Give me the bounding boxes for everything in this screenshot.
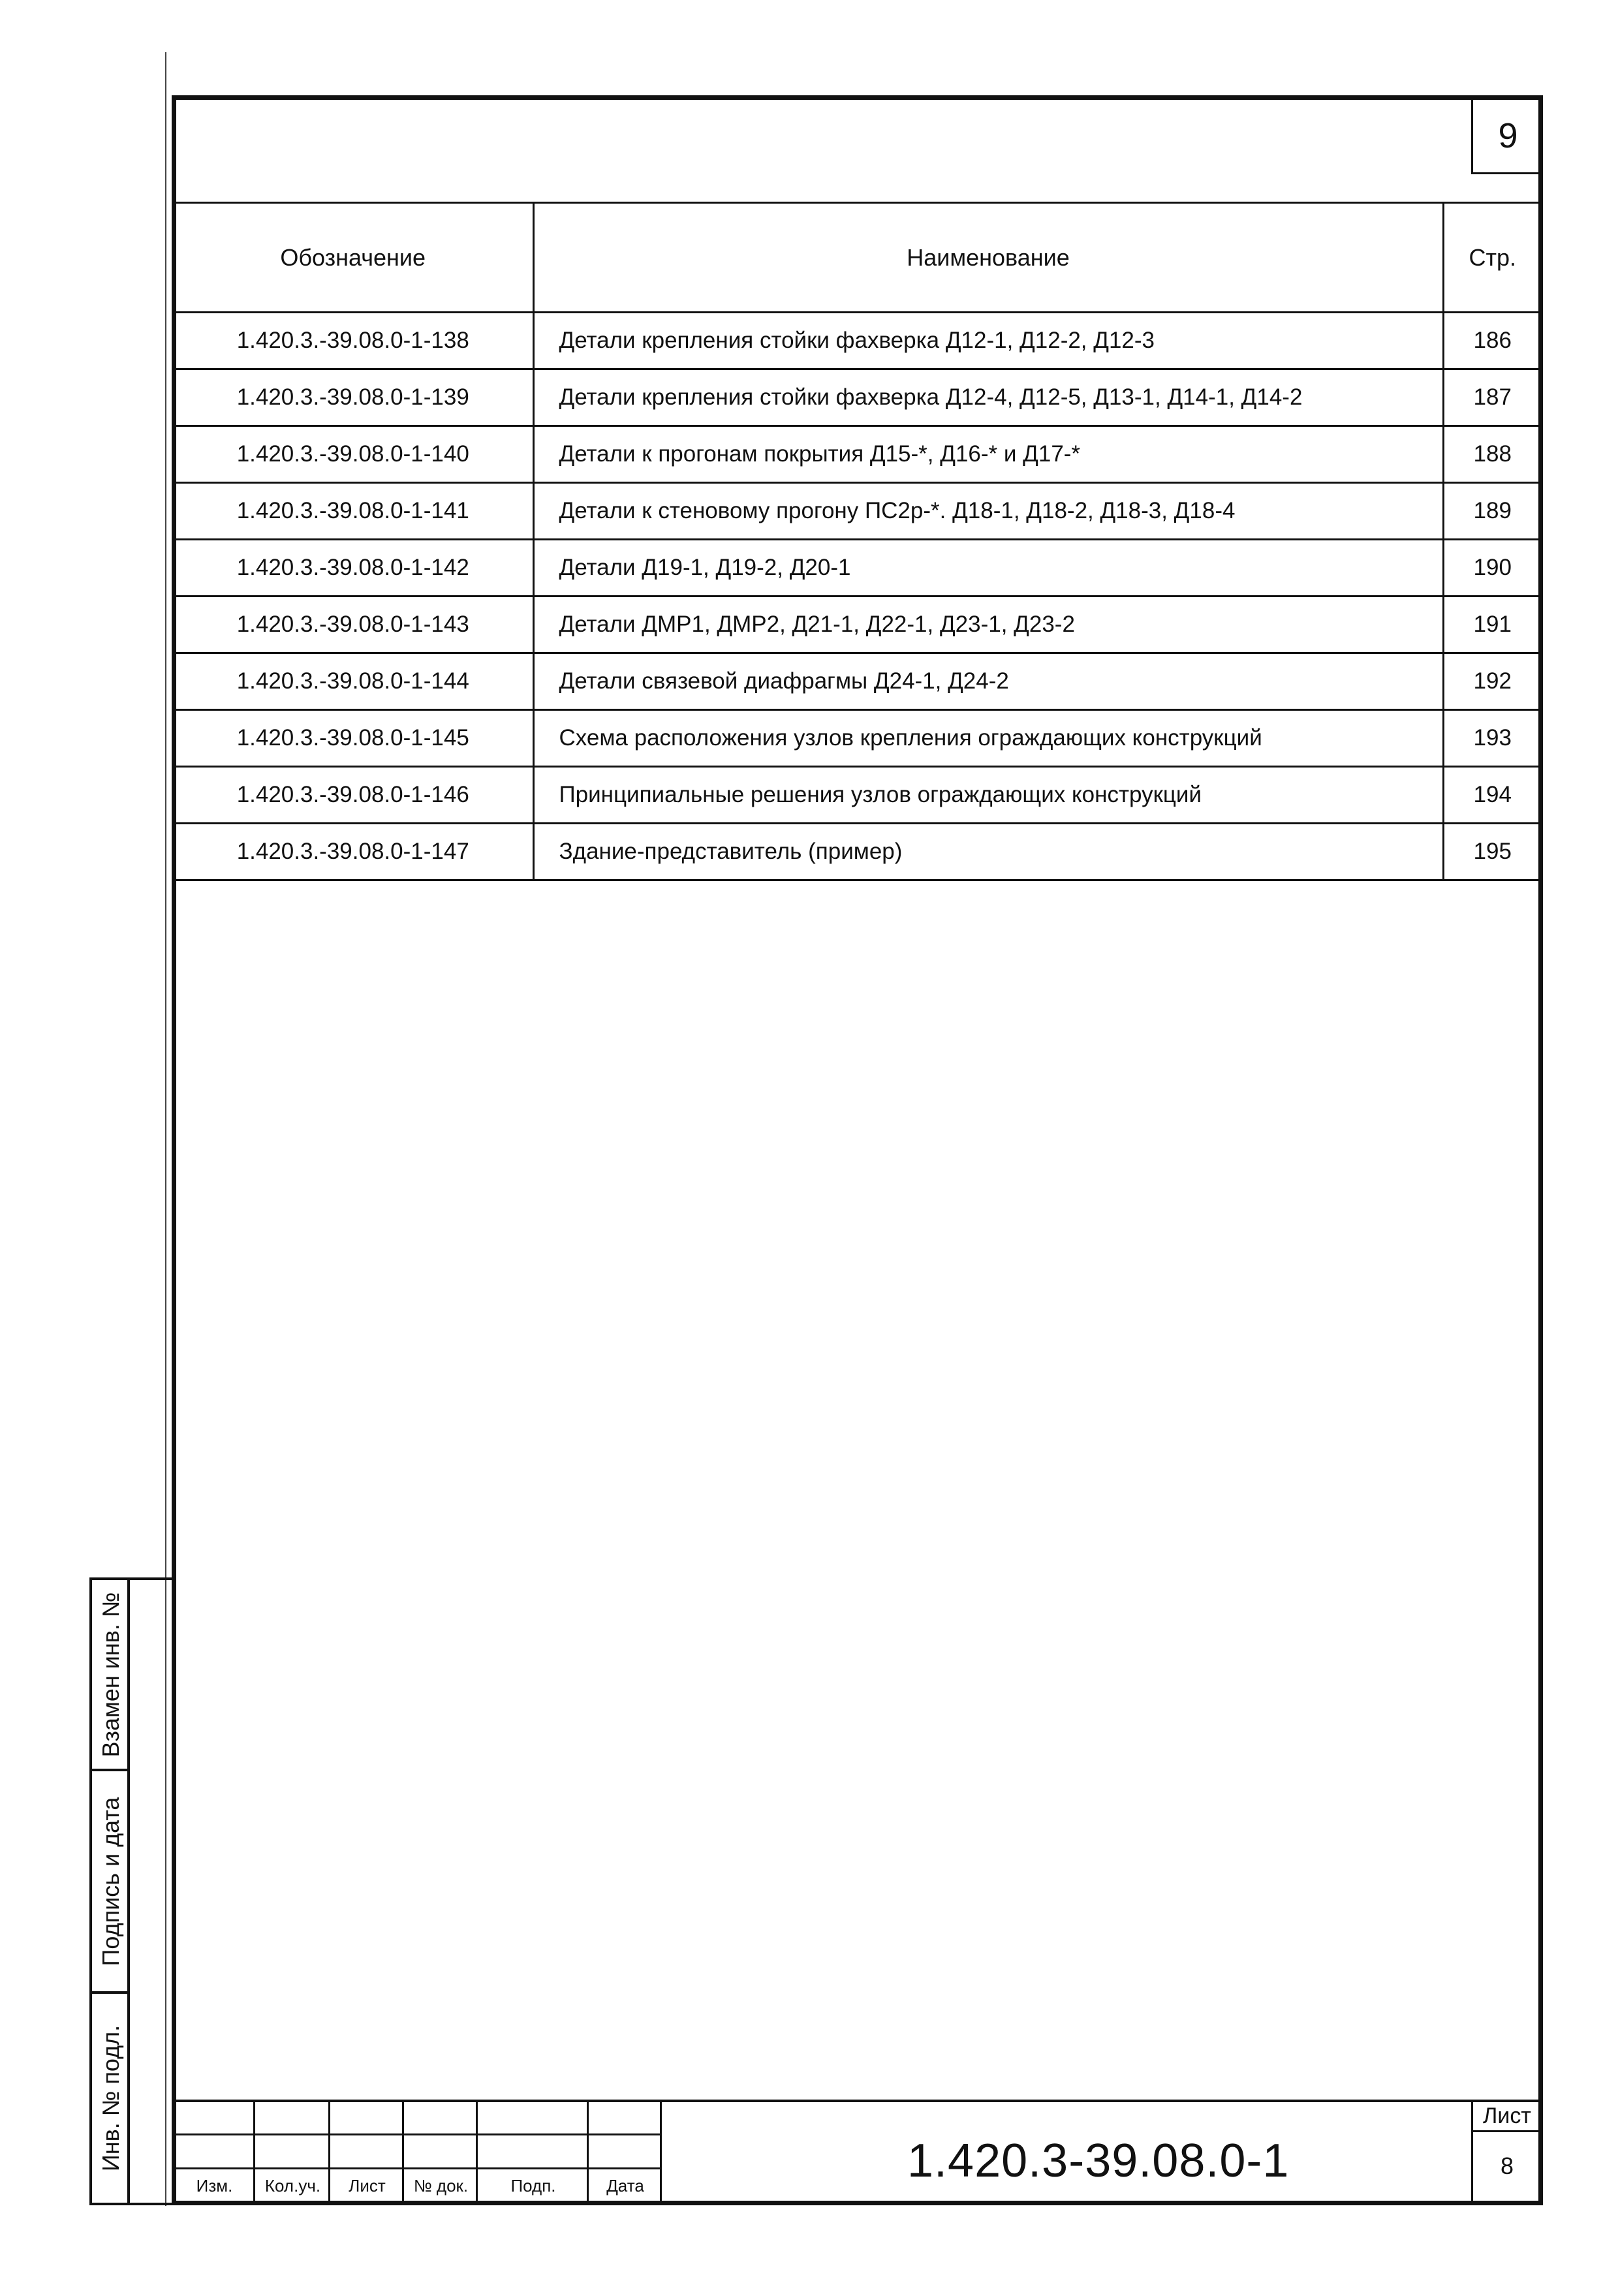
tb-label-izm: Изм.: [196, 2176, 233, 2195]
side-stamp-column: [92, 1580, 130, 2203]
side-cell-signature-date: [92, 1771, 130, 1994]
table-row: [174, 653, 1541, 710]
table-row: [174, 767, 1541, 824]
cell-designation: 1.420.3.-39.08.0-1-138: [174, 313, 533, 369]
tb-label-doc: № док.: [413, 2176, 469, 2195]
cell-page: 191: [1443, 597, 1541, 653]
tb-label-kol: Кол.уч.: [264, 2176, 321, 2195]
tb-row-line-1: [174, 2133, 662, 2135]
inv-original-label: Инв. № подл.: [97, 2025, 124, 2172]
replaced-inv-label: Взамен инв. №: [97, 1592, 124, 1757]
cell-name: Принципиальные решения узлов ограждающих конструкций: [533, 767, 1443, 824]
document-code: 1.420.3-39.08.0-1: [907, 2135, 1290, 2187]
sheet-label: Лист: [1473, 2100, 1541, 2132]
table-row: [174, 313, 1541, 369]
side-stamp-block: [89, 1577, 172, 2205]
table-row: [174, 824, 1541, 880]
cell-page: 195: [1443, 824, 1541, 880]
cell-name: Детали крепления стойки фахверка Д12-4, Д12-5, Д13-1, Д14-1, Д14-2: [533, 369, 1443, 426]
cell-page: 188: [1443, 426, 1541, 483]
page-number: 9: [1471, 99, 1543, 174]
table-row: [174, 426, 1541, 483]
cell-designation: 1.420.3.-39.08.0-1-142: [174, 540, 533, 597]
signature-date-label: Подпись и дата: [97, 1797, 124, 1966]
cell-designation: 1.420.3.-39.08.0-1-144: [174, 653, 533, 710]
tb-label-date: Дата: [606, 2176, 644, 2195]
sheet-number: 8: [1500, 2152, 1514, 2179]
cell-designation: 1.420.3.-39.08.0-1-145: [174, 710, 533, 767]
cell-name: Детали Д19-1, Д19-2, Д20-1: [533, 540, 1443, 597]
cell-designation: 1.420.3.-39.08.0-1-143: [174, 597, 533, 653]
tb-label-sign: Подп.: [510, 2176, 556, 2195]
cell-designation: 1.420.3.-39.08.0-1-147: [174, 824, 533, 880]
cell-page: 187: [1443, 369, 1541, 426]
header-designation: Обозначение: [174, 203, 533, 313]
contents-table: [174, 202, 1541, 881]
cell-designation: 1.420.3.-39.08.0-1-146: [174, 767, 533, 824]
side-cell-replaced-inv: [92, 1580, 130, 1771]
side-cell-inv-original: [92, 1994, 130, 2203]
cell-name: Детали связевой диафрагмы Д24-1, Д24-2: [533, 653, 1443, 710]
header-name: Наименование: [533, 203, 1443, 313]
cell-name: Детали к прогонам покрытия Д15-*, Д16-* и Д17-*: [533, 426, 1443, 483]
table-row: [174, 540, 1541, 597]
sheet-box: [1471, 2100, 1541, 2201]
cell-designation: 1.420.3.-39.08.0-1-140: [174, 426, 533, 483]
cell-designation: 1.420.3.-39.08.0-1-141: [174, 483, 533, 540]
cell-page: 190: [1443, 540, 1541, 597]
cell-page: 194: [1443, 767, 1541, 824]
cell-page: 192: [1443, 653, 1541, 710]
cell-designation: 1.420.3.-39.08.0-1-139: [174, 369, 533, 426]
cell-name: Схема расположения узлов крепления ограждающих конструкций: [533, 710, 1443, 767]
table-row: [174, 710, 1541, 767]
header-page: Стр.: [1443, 203, 1541, 313]
cell-name: Детали крепления стойки фахверка Д12-1, Д12-2, Д12-3: [533, 313, 1443, 369]
cell-page: 189: [1443, 483, 1541, 540]
cell-page: 186: [1443, 313, 1541, 369]
cell-name: Здание-представитель (пример): [533, 824, 1443, 880]
table-header-row: [174, 203, 1541, 313]
table-row: [174, 597, 1541, 653]
cell-page: 193: [1443, 710, 1541, 767]
table-row: [174, 369, 1541, 426]
cell-name: Детали ДМР1, ДМР2, Д21-1, Д22-1, Д23-1, Д23-2: [533, 597, 1443, 653]
table-row: [174, 483, 1541, 540]
tb-row-line-2: [174, 2167, 662, 2169]
cell-name: Детали к стеновому прогону ПС2р-*. Д18-1, Д18-2, Д18-3, Д18-4: [533, 483, 1443, 540]
tb-label-list: Лист: [349, 2176, 386, 2195]
